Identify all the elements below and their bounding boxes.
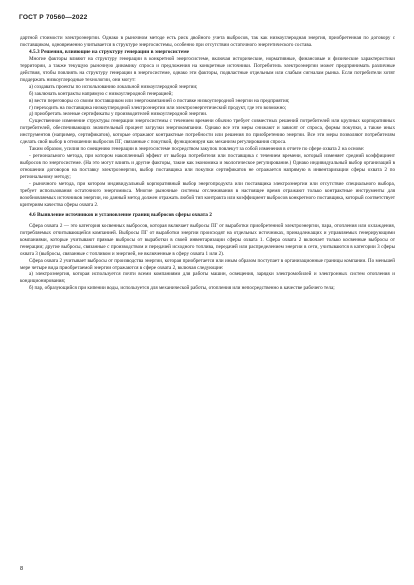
paragraph: в) вести переговоры со своим поставщиком или энергокомпанией о поставке низкоуглеродной энергии на предприятия; [29, 97, 290, 104]
page-number: 8 [20, 566, 24, 572]
document-header: ГОСТ Р 70560—2022 [19, 14, 88, 21]
paragraph: Существенное изменение структуры генерации энергосистемы с течением времени обычно требует совместных решений потребителей или крупных корпоративных потребителей, обеспечивающих значительный процент загрузки энергокомпании. Однако все эти меры снижают и зависят от спроса, формы покупки, а также иных инструментов (например, сертификатов), которые отражают контрактные потребности или решения по приобретению энергии. Все эти меры позволяют потребителям сделать свой выбор в отношении выбросов ПГ, связанные с покупкой, функционируя как механизм регулирования спроса. [20, 118, 395, 146]
paragraph: Многие факторы влияют на структуру генерации в конкретной энергосистеме, включая исторические, нормативные, финансовые и физические характеристики территории, а также текущую рыночную динамику спроса и предложения на конкретные источники. Потребитель электроэнергии может предпринимать различные действия, чтобы повлиять на структуру генерации в энергосистеме, однако эти факторы, подвластные отдельным или слабым сигналам рынка. Если потребители хотят поддержать низкоуглеродные технологии, они могут: [20, 55, 395, 83]
paragraph: б) пар, образующийся при кипении воды, используется для механической работы, отопления или непосредственно в качестве рабочего тела; [29, 285, 335, 292]
paragraph: Таким образом, усилия по смещению генерации в энергосистеме посредством закупок повлекут за собой изменения в отчете по сфере охвата 2 на основе: [29, 146, 365, 153]
paragraph: г) переходить на поставщика низкоуглеродной электроэнергии или электроэнергетический продукт, где это возможно; [29, 104, 287, 111]
paragraph: а) электроэнергия, которая используется почти всеми компаниями для работы машин, освещения, зарядки электромобилей и электронных систем отопления и кондиционирования; [20, 271, 395, 285]
document-body [20, 35, 395, 292]
section-heading: 4.6 Выявление источников и установление границ выбросов сферы охвата 2 [29, 211, 212, 218]
paragraph: - регионального метода, при котором накопленный эффект от выбора потребителя или поставщика с течением времени, который изменяет средний коэффициент выбросов по энергосистеме. (На это могут влиять и другие факторы, такие как экономика и экологическое регулирование.) Однако индивидуальный выбор организаций в отношении договоров на поставку электроэнергии, выбор поставщика или покупки сертификатов не отражается напрямую в инвентаризации сферы охвата 2 по региональному методу; [20, 153, 395, 181]
paragraph: Сфера охвата 2 учитывает выбросы от производства энергии, которая приобретается или иным образом поступает в организационные границы компании. По меньшей мере четыре вида приобретаемой энергии отражаются в сфере охвата 2, включая следующие: [20, 257, 395, 271]
paragraph: а) создавать проекты по использованию локальной низкоуглеродной энергии; [29, 83, 198, 90]
paragraph: б) заключать контракты напрямую с низкоуглеродной генерацией; [29, 90, 173, 97]
paragraph: д) приобретать зеленые сертификаты у производителей низкоуглеродной энергии. [29, 111, 208, 118]
paragraph: Сфера охвата 2 — это категория косвенных выбросов, которая включает выбросы ПГ от выработки приобретенной электроэнергии, пара, отопления или охлаждения, потребляемых отчитывающейся компанией. Выбросы ПГ от выработки энергии происходят на отдельных источниках, принадлежащих и управляемых генерирующими компаниями, которые учитывают прямые выбросы от выработки в своей инвентаризации сферы охвата 1. Сфера охвата 2 включает только косвенные выбросы от генерации; другие выбросы, связанные с производством и передачей исходного топлива, передачей или распределением энергии в сети, учитываются в категории 3 сферы охвата 3 (выбросы, связанные с топливом и энергией, не включенные в сферу охвата 1 или 2). [20, 222, 395, 257]
paragraph: дартной стоимости электроэнергии. Однако в рыночном методе есть риск двойного учета выбросов, так как низкоуглеродная энергия, приобретенная по договору с поставщиком, одновременно учитывается в структуре энергосистемы, особенно при отсутствии остаточного энергетического состава. [20, 35, 395, 48]
paragraph: - рыночного метода, при котором индивидуальный корпоративный выбор энергопродукта или поставщика электроэнергии или отсутствие специального выбора, требует использования остаточного энергомикса. Многие рыночные системы отслеживания в настоящее время отражают только контрактные инструменты для возобновляемых источников энергии, но данный метод должен отражать любой тип контракта или коэффициент выбросов конкретного поставщика, который соответствует критериям качества сферы охвата 2. [20, 181, 395, 208]
section-heading: 4.5.3 Решения, влияющие на структуру генерации в энергосистеме [29, 48, 190, 55]
